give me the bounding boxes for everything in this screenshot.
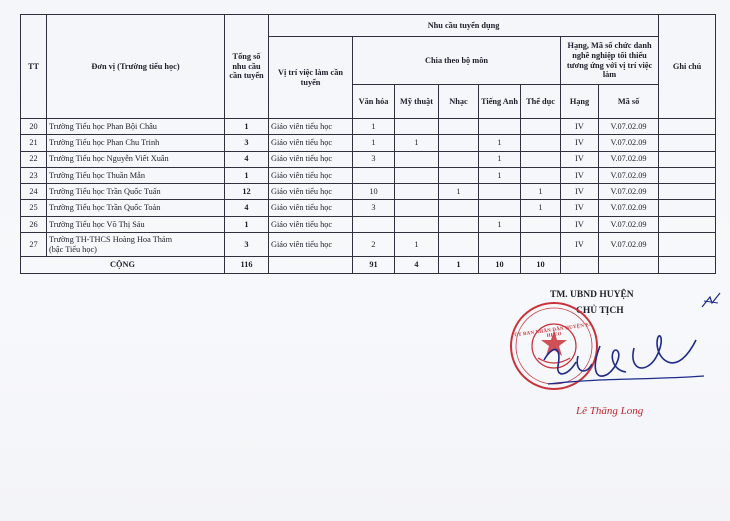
total-my-thuat: 4 (395, 257, 439, 274)
cell-my-thuat (395, 167, 439, 183)
total-position-empty (269, 257, 353, 274)
cell-my-thuat (395, 216, 439, 232)
cell-the-duc (521, 119, 561, 135)
cell-unit: Trường Tiểu học Võ Thị Sáu (47, 216, 225, 232)
cell-code: V.07.02.09 (599, 135, 659, 151)
cell-position: Giáo viên tiểu học (269, 135, 353, 151)
cell-tt: 20 (21, 119, 47, 135)
cell-nhac (439, 216, 479, 232)
table-row (21, 233, 716, 257)
cell-van-hoa: 1 (353, 119, 395, 135)
cell-unit (47, 233, 225, 257)
cell-van-hoa: 1 (353, 135, 395, 151)
initial-mark-icon (700, 291, 724, 311)
cell-van-hoa (353, 167, 395, 183)
cell-tt: 25 (21, 200, 47, 216)
cell-tieng-anh (479, 119, 521, 135)
total-row (21, 257, 716, 274)
header-rank: Hạng (561, 85, 599, 119)
cell-note (659, 151, 716, 167)
cell-the-duc (521, 135, 561, 151)
cell-total: 12 (225, 184, 269, 200)
cell-my-thuat (395, 151, 439, 167)
total-van-hoa: 91 (353, 257, 395, 274)
cell-tieng-anh: 1 (479, 167, 521, 183)
header-subject-the-duc: Thể dục (521, 85, 561, 119)
header-subject-tieng-anh: Tiếng Anh (479, 85, 521, 119)
cell-unit: Trường Tiểu học Thuần Mẫn (47, 167, 225, 183)
cell-rank: IV (561, 184, 599, 200)
cell-tieng-anh: 1 (479, 216, 521, 232)
header-position: Vị trí việc làm cần tuyển (269, 37, 353, 119)
cell-unit-line1: Trường TH-THCS Hoàng Hoa Thám (49, 235, 173, 245)
cell-tt: 27 (21, 233, 47, 257)
signature-title: TM. UBND HUYỆN (550, 290, 634, 300)
cell-unit: Trường Tiểu học Trần Quốc Toản (47, 200, 225, 216)
cell-the-duc (521, 167, 561, 183)
total-the-duc: 10 (521, 257, 561, 274)
cell-code: V.07.02.09 (599, 151, 659, 167)
cell-nhac (439, 135, 479, 151)
signer-name: Lê Thăng Long (576, 405, 644, 417)
cell-code: V.07.02.09 (599, 167, 659, 183)
cell-rank: IV (561, 200, 599, 216)
cell-position: Giáo viên tiểu học (269, 216, 353, 232)
cell-tt: 22 (21, 151, 47, 167)
cell-rank: IV (561, 167, 599, 183)
cell-van-hoa: 2 (353, 233, 395, 257)
cell-unit: Trường Tiểu học Phan Bội Châu (47, 119, 225, 135)
signature-subtitle: CHỦ TỊCH (576, 306, 624, 316)
cell-my-thuat: 1 (395, 135, 439, 151)
cell-note (659, 184, 716, 200)
table-row (21, 216, 716, 232)
cell-code: V.07.02.09 (599, 233, 659, 257)
total-code-empty (599, 257, 659, 274)
cell-note (659, 233, 716, 257)
total-need: 116 (225, 257, 269, 274)
cell-nhac (439, 151, 479, 167)
cell-nhac (439, 233, 479, 257)
table-row (21, 200, 716, 216)
cell-unit-line2: (bậc Tiểu học) (49, 244, 97, 254)
stamp-text: ỦY BAN NHÂN DÂN HUYỆN EA HLEO (514, 322, 594, 340)
cell-tieng-anh (479, 184, 521, 200)
total-label: CỘNG (21, 257, 225, 274)
cell-tt: 26 (21, 216, 47, 232)
cell-tt: 24 (21, 184, 47, 200)
cell-the-duc (521, 216, 561, 232)
cell-code: V.07.02.09 (599, 184, 659, 200)
cell-position: Giáo viên tiểu học (269, 184, 353, 200)
cell-unit: Trường Tiểu học Nguyễn Viết Xuân (47, 151, 225, 167)
cell-position: Giáo viên tiểu học (269, 119, 353, 135)
cell-note (659, 216, 716, 232)
cell-note (659, 200, 716, 216)
table-row (21, 184, 716, 200)
cell-unit: Trường Tiểu học Phan Chu Trinh (47, 135, 225, 151)
cell-rank: IV (561, 151, 599, 167)
cell-the-duc (521, 151, 561, 167)
header-code: Mã số (599, 85, 659, 119)
cell-code: V.07.02.09 (599, 200, 659, 216)
table-row (21, 119, 716, 135)
header-demand-group: Nhu cầu tuyển dụng (269, 15, 659, 37)
cell-total: 3 (225, 233, 269, 257)
header-subject-nhac: Nhạc (439, 85, 479, 119)
cell-rank: IV (561, 233, 599, 257)
signature-block (500, 288, 720, 438)
cell-nhac (439, 167, 479, 183)
table-row (21, 167, 716, 183)
cell-code: V.07.02.09 (599, 119, 659, 135)
cell-total: 1 (225, 216, 269, 232)
cell-total: 4 (225, 200, 269, 216)
cell-the-duc: 1 (521, 200, 561, 216)
cell-the-duc: 1 (521, 184, 561, 200)
cell-tieng-anh: 1 (479, 151, 521, 167)
cell-rank: IV (561, 216, 599, 232)
cell-my-thuat: 1 (395, 233, 439, 257)
cell-van-hoa: 3 (353, 200, 395, 216)
cell-rank: IV (561, 119, 599, 135)
header-total-need: Tổng số nhu cầu cần tuyển (225, 15, 269, 119)
recruitment-table (20, 14, 716, 274)
cell-my-thuat (395, 200, 439, 216)
table-row (21, 135, 716, 151)
cell-tieng-anh (479, 200, 521, 216)
cell-van-hoa: 3 (353, 151, 395, 167)
header-subject-my-thuat: Mỹ thuật (395, 85, 439, 119)
cell-total: 1 (225, 119, 269, 135)
total-rank-empty (561, 257, 599, 274)
cell-note (659, 119, 716, 135)
cell-tieng-anh: 1 (479, 135, 521, 151)
cell-my-thuat (395, 184, 439, 200)
header-subject-van-hoa: Văn hóa (353, 85, 395, 119)
total-note-empty (659, 257, 716, 274)
cell-rank: IV (561, 135, 599, 151)
total-nhac: 1 (439, 257, 479, 274)
cell-tt: 21 (21, 135, 47, 151)
header-rank-group: Hạng, Mã số chức danh nghề nghiệp tối thiểu tương ứng với vị trí việc làm (561, 37, 659, 85)
cell-unit: Trường Tiểu học Trần Quốc Tuấn (47, 184, 225, 200)
header-tt: TT (21, 15, 47, 119)
cell-position: Giáo viên tiểu học (269, 167, 353, 183)
signature-icon (538, 326, 708, 396)
header-unit: Đơn vị (Trường tiểu học) (47, 15, 225, 119)
cell-van-hoa (353, 216, 395, 232)
cell-position: Giáo viên tiểu học (269, 151, 353, 167)
total-tieng-anh: 10 (479, 257, 521, 274)
cell-total: 3 (225, 135, 269, 151)
cell-position: Giáo viên tiểu học (269, 200, 353, 216)
cell-total: 1 (225, 167, 269, 183)
cell-tt: 23 (21, 167, 47, 183)
cell-van-hoa: 10 (353, 184, 395, 200)
cell-position: Giáo viên tiểu học (269, 233, 353, 257)
cell-nhac (439, 200, 479, 216)
cell-the-duc (521, 233, 561, 257)
cell-code: V.07.02.09 (599, 216, 659, 232)
cell-nhac: 1 (439, 184, 479, 200)
cell-note (659, 135, 716, 151)
cell-total: 4 (225, 151, 269, 167)
cell-tieng-anh (479, 233, 521, 257)
cell-note (659, 167, 716, 183)
cell-my-thuat (395, 119, 439, 135)
header-by-subject: Chia theo bộ môn (353, 37, 561, 85)
cell-nhac (439, 119, 479, 135)
header-note: Ghi chú (659, 15, 716, 119)
table-row (21, 151, 716, 167)
